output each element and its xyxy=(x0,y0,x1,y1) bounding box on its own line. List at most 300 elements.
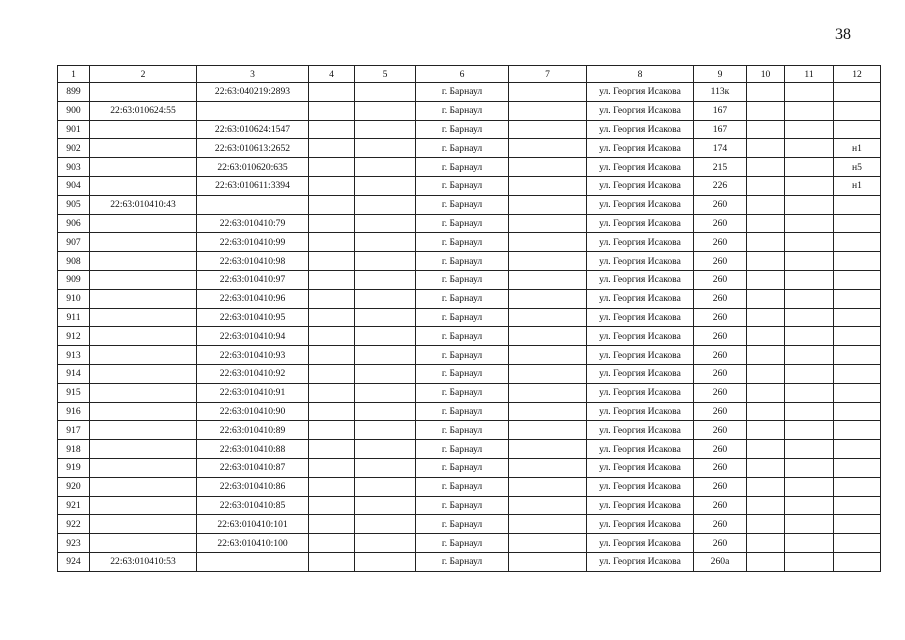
table-cell xyxy=(834,289,881,308)
table-cell xyxy=(509,552,587,571)
table-row xyxy=(58,552,881,571)
table-cell xyxy=(747,308,785,327)
table-cell: ул. Георгия Исакова xyxy=(587,421,694,440)
column-header: 7 xyxy=(509,66,587,83)
table-cell: ул. Георгия Исакова xyxy=(587,552,694,571)
table-cell xyxy=(834,346,881,365)
table-cell: 914 xyxy=(58,364,90,383)
table-cell xyxy=(785,158,834,177)
table-cell: 260 xyxy=(694,327,747,346)
table-cell: г. Барнаул xyxy=(416,176,509,195)
table-cell xyxy=(90,421,197,440)
table-cell: 260а xyxy=(694,552,747,571)
table-cell: 22:63:010410:87 xyxy=(197,458,309,477)
table-cell xyxy=(509,421,587,440)
table-cell xyxy=(90,83,197,102)
table-cell xyxy=(355,120,416,139)
table-row xyxy=(58,233,881,252)
table-cell xyxy=(309,402,355,421)
table-cell xyxy=(509,195,587,214)
table-cell xyxy=(834,327,881,346)
table-cell: 22:63:010410:97 xyxy=(197,270,309,289)
table-cell: г. Барнаул xyxy=(416,534,509,553)
table-cell: 22:63:010410:86 xyxy=(197,477,309,496)
table-cell: г. Барнаул xyxy=(416,139,509,158)
table-cell xyxy=(355,496,416,515)
table-cell xyxy=(834,270,881,289)
table-cell: 22:63:010410:101 xyxy=(197,515,309,534)
table-cell: 22:63:010410:92 xyxy=(197,364,309,383)
table-cell: 22:63:010410:94 xyxy=(197,327,309,346)
table-cell: г. Барнаул xyxy=(416,289,509,308)
column-header: 12 xyxy=(834,66,881,83)
table-cell xyxy=(355,233,416,252)
table-cell xyxy=(509,120,587,139)
table-cell xyxy=(509,534,587,553)
table-cell: 22:63:010624:1547 xyxy=(197,120,309,139)
table-cell: 920 xyxy=(58,477,90,496)
table-cell xyxy=(785,458,834,477)
table-cell: 226 xyxy=(694,176,747,195)
table-cell xyxy=(309,383,355,402)
table-cell xyxy=(90,477,197,496)
table-cell xyxy=(785,308,834,327)
table-cell xyxy=(355,402,416,421)
table-cell xyxy=(747,176,785,195)
table-cell xyxy=(834,383,881,402)
table-row xyxy=(58,496,881,515)
table-cell xyxy=(834,402,881,421)
table-cell xyxy=(834,515,881,534)
table-cell: ул. Георгия Исакова xyxy=(587,289,694,308)
table-cell: 22:63:010410:88 xyxy=(197,440,309,459)
table-cell: ул. Георгия Исакова xyxy=(587,158,694,177)
table-cell: 905 xyxy=(58,195,90,214)
registry-table xyxy=(57,65,881,572)
table-cell xyxy=(197,101,309,120)
table-cell: ул. Георгия Исакова xyxy=(587,364,694,383)
table-cell xyxy=(785,383,834,402)
page-number: 38 xyxy=(835,26,851,43)
table-cell: г. Барнаул xyxy=(416,552,509,571)
table-cell xyxy=(309,552,355,571)
table-cell xyxy=(309,101,355,120)
table-cell: ул. Георгия Исакова xyxy=(587,101,694,120)
table-cell xyxy=(90,515,197,534)
table-cell xyxy=(509,252,587,271)
table-row xyxy=(58,534,881,553)
table-cell: 918 xyxy=(58,440,90,459)
table-cell xyxy=(747,534,785,553)
table-cell: ул. Георгия Исакова xyxy=(587,383,694,402)
table-cell: 917 xyxy=(58,421,90,440)
table-cell xyxy=(785,421,834,440)
column-header: 4 xyxy=(309,66,355,83)
table-cell: 923 xyxy=(58,534,90,553)
table-cell xyxy=(747,515,785,534)
table-cell xyxy=(747,402,785,421)
table-cell xyxy=(90,120,197,139)
table-cell xyxy=(509,83,587,102)
table-cell: 215 xyxy=(694,158,747,177)
table-cell xyxy=(309,270,355,289)
table-cell xyxy=(309,421,355,440)
table-cell xyxy=(90,252,197,271)
column-header: 6 xyxy=(416,66,509,83)
table-cell xyxy=(785,176,834,195)
table-cell xyxy=(834,458,881,477)
table-cell xyxy=(309,289,355,308)
table-cell xyxy=(747,327,785,346)
table-cell xyxy=(747,270,785,289)
column-header: 8 xyxy=(587,66,694,83)
table-cell xyxy=(509,496,587,515)
table-cell: 22:63:010410:90 xyxy=(197,402,309,421)
table-cell xyxy=(355,515,416,534)
table-row xyxy=(58,158,881,177)
table-cell: ул. Георгия Исакова xyxy=(587,402,694,421)
table-cell: 900 xyxy=(58,101,90,120)
table-cell: 260 xyxy=(694,252,747,271)
table-row xyxy=(58,515,881,534)
table-cell: 22:63:010410:79 xyxy=(197,214,309,233)
table-cell xyxy=(355,308,416,327)
table-cell xyxy=(785,120,834,139)
table-cell xyxy=(309,83,355,102)
table-cell xyxy=(834,440,881,459)
table-cell: н1 xyxy=(834,176,881,195)
table-cell xyxy=(834,496,881,515)
table-cell: 260 xyxy=(694,458,747,477)
table-cell xyxy=(309,458,355,477)
table-cell xyxy=(355,477,416,496)
table-cell xyxy=(785,139,834,158)
table-cell: г. Барнаул xyxy=(416,327,509,346)
table-cell xyxy=(355,364,416,383)
table-row xyxy=(58,101,881,120)
table-cell xyxy=(90,383,197,402)
table-cell xyxy=(309,308,355,327)
table-cell xyxy=(355,252,416,271)
table-cell xyxy=(834,552,881,571)
table-row xyxy=(58,214,881,233)
table-cell xyxy=(309,158,355,177)
table-cell xyxy=(747,552,785,571)
table-cell xyxy=(834,214,881,233)
column-header: 10 xyxy=(747,66,785,83)
table-cell xyxy=(834,120,881,139)
table-cell xyxy=(785,83,834,102)
table-row xyxy=(58,83,881,102)
table-cell: 904 xyxy=(58,176,90,195)
table-row xyxy=(58,327,881,346)
column-header: 3 xyxy=(197,66,309,83)
table-cell xyxy=(90,289,197,308)
table-cell: г. Барнаул xyxy=(416,101,509,120)
table-cell xyxy=(309,252,355,271)
table-cell: 916 xyxy=(58,402,90,421)
table-cell xyxy=(785,402,834,421)
table-cell xyxy=(355,176,416,195)
table-cell: г. Барнаул xyxy=(416,120,509,139)
table-cell: 924 xyxy=(58,552,90,571)
table-cell xyxy=(355,383,416,402)
table-cell: ул. Георгия Исакова xyxy=(587,195,694,214)
table-cell xyxy=(309,515,355,534)
table-cell: 174 xyxy=(694,139,747,158)
table-cell xyxy=(355,552,416,571)
table-cell xyxy=(355,83,416,102)
table-cell xyxy=(509,101,587,120)
table-cell: г. Барнаул xyxy=(416,515,509,534)
table-cell xyxy=(309,346,355,365)
table-cell xyxy=(834,83,881,102)
table-row xyxy=(58,346,881,365)
table-cell xyxy=(834,534,881,553)
table-cell: 22:63:010624:55 xyxy=(90,101,197,120)
column-header: 5 xyxy=(355,66,416,83)
table-cell: 260 xyxy=(694,289,747,308)
table-cell xyxy=(785,364,834,383)
table-row xyxy=(58,440,881,459)
table-cell: ул. Георгия Исакова xyxy=(587,176,694,195)
table-cell xyxy=(785,496,834,515)
table-row xyxy=(58,477,881,496)
table-cell xyxy=(785,233,834,252)
table-cell xyxy=(834,421,881,440)
table-cell: 911 xyxy=(58,308,90,327)
table-cell: г. Барнаул xyxy=(416,477,509,496)
table-cell xyxy=(785,252,834,271)
table-cell xyxy=(509,364,587,383)
table-cell xyxy=(509,233,587,252)
table-cell xyxy=(747,83,785,102)
table-cell xyxy=(90,233,197,252)
table-cell xyxy=(355,158,416,177)
table-cell: ул. Георгия Исакова xyxy=(587,515,694,534)
table-cell xyxy=(509,270,587,289)
table-cell: 260 xyxy=(694,270,747,289)
table-cell xyxy=(90,440,197,459)
table-cell: 22:63:010410:96 xyxy=(197,289,309,308)
table-cell: 921 xyxy=(58,496,90,515)
table-cell: 22:63:010611:3394 xyxy=(197,176,309,195)
table-cell xyxy=(90,270,197,289)
table-cell xyxy=(309,496,355,515)
table-cell xyxy=(309,120,355,139)
table-cell xyxy=(309,440,355,459)
table-cell: г. Барнаул xyxy=(416,402,509,421)
table-cell: ул. Георгия Исакова xyxy=(587,252,694,271)
table-cell xyxy=(747,496,785,515)
table-cell xyxy=(355,346,416,365)
table-cell: г. Барнаул xyxy=(416,383,509,402)
table-row xyxy=(58,289,881,308)
table-cell: 22:63:010410:89 xyxy=(197,421,309,440)
table-cell xyxy=(834,477,881,496)
table-cell: ул. Георгия Исакова xyxy=(587,139,694,158)
column-header: 2 xyxy=(90,66,197,83)
table-cell: 260 xyxy=(694,233,747,252)
table-cell xyxy=(785,289,834,308)
table-cell xyxy=(747,458,785,477)
table-row xyxy=(58,195,881,214)
table-cell: 260 xyxy=(694,195,747,214)
table-cell xyxy=(355,101,416,120)
table-cell xyxy=(747,158,785,177)
table-cell xyxy=(834,233,881,252)
table-cell: 113к xyxy=(694,83,747,102)
table-cell xyxy=(834,252,881,271)
table-cell: 899 xyxy=(58,83,90,102)
table-cell xyxy=(90,214,197,233)
table-cell xyxy=(509,477,587,496)
table-cell xyxy=(747,233,785,252)
table-cell xyxy=(355,327,416,346)
table-cell xyxy=(747,289,785,308)
table-cell xyxy=(785,534,834,553)
table-cell xyxy=(197,195,309,214)
table-cell: 906 xyxy=(58,214,90,233)
table-cell xyxy=(747,120,785,139)
table-cell xyxy=(90,346,197,365)
table-cell: г. Барнаул xyxy=(416,346,509,365)
table-cell: ул. Георгия Исакова xyxy=(587,308,694,327)
table-cell xyxy=(309,214,355,233)
table-cell: ул. Георгия Исакова xyxy=(587,346,694,365)
table-cell: г. Барнаул xyxy=(416,158,509,177)
table-cell xyxy=(309,176,355,195)
table-cell: 260 xyxy=(694,477,747,496)
table-cell: 902 xyxy=(58,139,90,158)
table-cell: ул. Георгия Исакова xyxy=(587,477,694,496)
table-cell xyxy=(785,195,834,214)
table-cell: ул. Георгия Исакова xyxy=(587,83,694,102)
table-cell xyxy=(509,176,587,195)
table-cell xyxy=(509,327,587,346)
table-cell xyxy=(747,364,785,383)
table-row xyxy=(58,252,881,271)
table-cell xyxy=(90,176,197,195)
table-cell xyxy=(747,440,785,459)
table-cell xyxy=(509,214,587,233)
table-cell xyxy=(197,552,309,571)
table-row xyxy=(58,458,881,477)
table-cell xyxy=(90,458,197,477)
table-cell xyxy=(509,402,587,421)
table-row xyxy=(58,176,881,195)
table-cell: г. Барнаул xyxy=(416,233,509,252)
table-cell: 901 xyxy=(58,120,90,139)
table-cell xyxy=(309,364,355,383)
table-cell: 910 xyxy=(58,289,90,308)
table-cell xyxy=(785,270,834,289)
table-cell xyxy=(309,534,355,553)
table-cell xyxy=(785,515,834,534)
table-cell: г. Барнаул xyxy=(416,421,509,440)
table-cell: 919 xyxy=(58,458,90,477)
table-cell xyxy=(90,364,197,383)
table-cell xyxy=(747,346,785,365)
table-cell: 260 xyxy=(694,496,747,515)
table-row xyxy=(58,402,881,421)
table-cell: ул. Георгия Исакова xyxy=(587,214,694,233)
table-cell xyxy=(834,308,881,327)
table-cell: ул. Георгия Исакова xyxy=(587,440,694,459)
table-row xyxy=(58,383,881,402)
table-cell: 260 xyxy=(694,308,747,327)
table-cell: г. Барнаул xyxy=(416,308,509,327)
table-cell xyxy=(747,383,785,402)
table-cell xyxy=(90,534,197,553)
table-cell: г. Барнаул xyxy=(416,252,509,271)
table-cell: г. Барнаул xyxy=(416,364,509,383)
table-cell xyxy=(509,383,587,402)
table-cell xyxy=(509,440,587,459)
table-cell: н5 xyxy=(834,158,881,177)
table-cell: 22:63:010410:43 xyxy=(90,195,197,214)
table-cell xyxy=(747,101,785,120)
table-cell xyxy=(785,477,834,496)
table-cell: ул. Георгия Исакова xyxy=(587,233,694,252)
table-cell: н1 xyxy=(834,139,881,158)
table-cell xyxy=(747,477,785,496)
table-cell xyxy=(355,289,416,308)
table-cell xyxy=(309,327,355,346)
table-cell: 260 xyxy=(694,421,747,440)
table-cell: г. Барнаул xyxy=(416,83,509,102)
table-cell: 907 xyxy=(58,233,90,252)
table-cell xyxy=(355,270,416,289)
table-cell: г. Барнаул xyxy=(416,270,509,289)
table-cell: г. Барнаул xyxy=(416,496,509,515)
table-cell: г. Барнаул xyxy=(416,195,509,214)
table-cell xyxy=(355,440,416,459)
table-cell xyxy=(509,515,587,534)
table-cell: 260 xyxy=(694,515,747,534)
table-cell xyxy=(785,346,834,365)
table-cell: 22:63:010410:91 xyxy=(197,383,309,402)
header-row xyxy=(58,66,881,83)
table-cell: г. Барнаул xyxy=(416,214,509,233)
table-cell: 908 xyxy=(58,252,90,271)
table-cell xyxy=(785,214,834,233)
table-cell xyxy=(509,458,587,477)
table-cell xyxy=(309,195,355,214)
table-cell: 260 xyxy=(694,402,747,421)
table-cell: 167 xyxy=(694,101,747,120)
table-cell: г. Барнаул xyxy=(416,458,509,477)
table-row xyxy=(58,421,881,440)
table-cell: 260 xyxy=(694,440,747,459)
table-cell xyxy=(785,327,834,346)
table-cell: 22:63:010410:85 xyxy=(197,496,309,515)
table-cell: 22:63:010410:98 xyxy=(197,252,309,271)
table-cell: 22:63:010410:100 xyxy=(197,534,309,553)
table-cell xyxy=(355,458,416,477)
table-body xyxy=(58,83,881,572)
table-cell: 260 xyxy=(694,383,747,402)
table-cell xyxy=(509,158,587,177)
table-cell xyxy=(355,534,416,553)
table-cell xyxy=(90,139,197,158)
table-cell: ул. Георгия Исакова xyxy=(587,327,694,346)
table-cell: 913 xyxy=(58,346,90,365)
table-row xyxy=(58,308,881,327)
table-cell: ул. Георгия Исакова xyxy=(587,458,694,477)
table-cell: 167 xyxy=(694,120,747,139)
column-header: 1 xyxy=(58,66,90,83)
